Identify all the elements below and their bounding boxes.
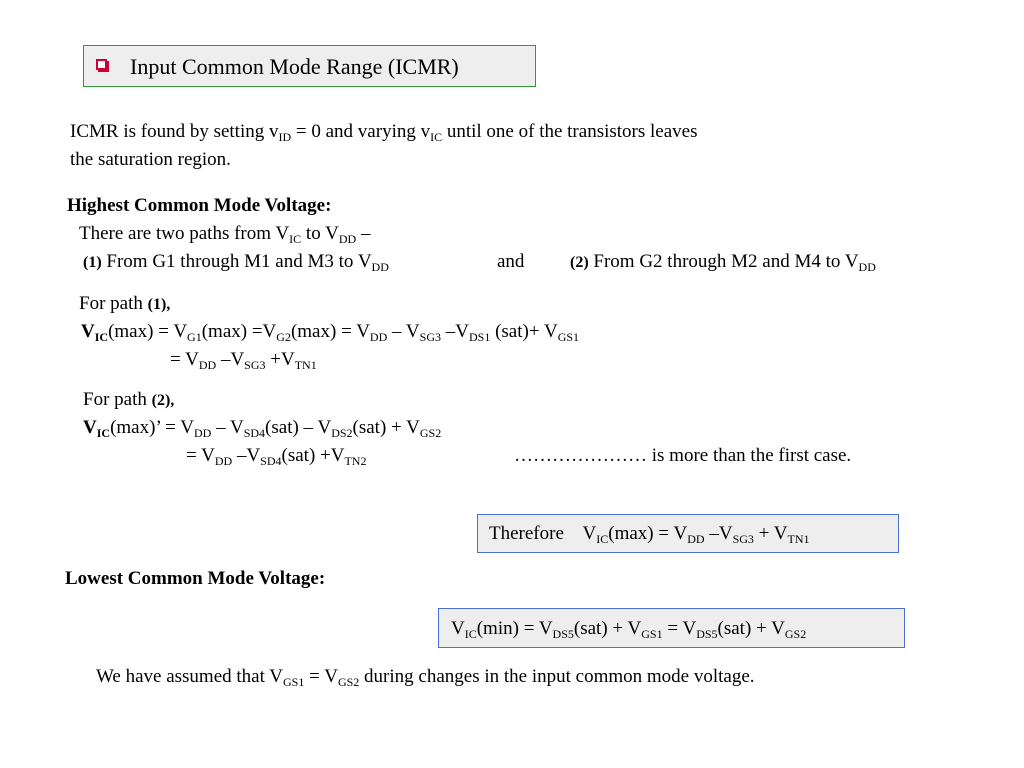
equation-text: +V [265, 349, 295, 370]
subscript: GS1 [283, 675, 305, 689]
equation-text: –V [216, 349, 245, 370]
path-2-equation-1 [83, 416, 441, 440]
subscript: DD [369, 330, 388, 344]
path-number: (1) [83, 254, 102, 271]
equation-text: (max) =V [201, 321, 277, 342]
v-symbol: V [81, 321, 95, 342]
subscript: DS1 [468, 330, 491, 344]
subscript: ID [278, 130, 292, 144]
subscript: DD [193, 426, 212, 440]
highest-heading: Highest Common Mode Voltage: [67, 195, 332, 216]
path-2-equation-2 [186, 444, 366, 468]
equation-text: (max) = V [608, 523, 688, 544]
subscript: SG3 [244, 358, 266, 372]
subscript: SD4 [260, 454, 282, 468]
equation-text: (sat) + V [573, 618, 642, 639]
path-number: (1), [147, 296, 171, 313]
subscript: DS5 [552, 627, 574, 641]
subscript: SG3 [732, 532, 754, 546]
lowest-heading: Lowest Common Mode Voltage: [65, 568, 326, 589]
subscript: GS2 [784, 627, 807, 641]
paths-text: – [356, 223, 371, 244]
equation-text: – V [387, 321, 420, 342]
equation-text: = V [662, 618, 697, 639]
subscript: G2 [276, 330, 291, 344]
equation-text: (sat) – V [265, 417, 332, 438]
paths-text: to V [301, 223, 339, 244]
page-title: Input Common Mode Range (ICMR) [130, 54, 459, 79]
subscript: SG3 [419, 330, 441, 344]
intro-line-1 [70, 120, 697, 144]
subscript: IC [94, 330, 109, 344]
subscript: DD [214, 454, 233, 468]
equation-text: –V [441, 321, 469, 342]
subscript: DD [198, 358, 217, 372]
equation-text: Therefore V [489, 523, 597, 544]
result-max-box [477, 514, 899, 553]
checkbox-bullet-icon [96, 59, 107, 70]
subscript: TN2 [344, 454, 367, 468]
subscript: IC [464, 627, 477, 641]
path-number: (2) [570, 254, 589, 271]
equation-text: (max)’ = V [110, 417, 194, 438]
subscript: GS1 [557, 330, 580, 344]
equation-text: (sat)+ V [490, 321, 558, 342]
equation-text: (min) = V [476, 618, 553, 639]
subscript: G1 [187, 330, 202, 344]
subscript: DS5 [696, 627, 718, 641]
intro-text: until one of the transistors leaves [442, 121, 698, 142]
intro-text: ICMR is found by setting v [70, 121, 279, 142]
result-min-box [438, 608, 905, 648]
subscript: GS2 [419, 426, 442, 440]
equation-text: – V [211, 417, 244, 438]
subscript: GS1 [641, 627, 663, 641]
path-number: (2), [151, 392, 175, 409]
path-label-text: For path [83, 389, 152, 410]
and-word: and [497, 251, 525, 272]
path-text: From G2 through M2 and M4 to V [588, 251, 859, 272]
paths-line [79, 222, 370, 246]
equation-text: + V [753, 523, 788, 544]
assumption-text: during changes in the input common mode voltage. [359, 666, 755, 687]
subscript: DD [338, 232, 357, 246]
v-symbol: V [83, 417, 97, 438]
subscript: DD [858, 260, 876, 274]
path-1-equation-1 [81, 320, 579, 344]
comparison-note: ………………… is more than the first case. [514, 445, 852, 466]
assumption-text: We have assumed that V [96, 666, 284, 687]
subscript: TN1 [787, 532, 810, 546]
path-text: From G1 through M1 and M3 to V [101, 251, 372, 272]
path-label-text: For path [79, 293, 148, 314]
equation-text: (sat) +V [281, 445, 345, 466]
path-2-label [83, 388, 174, 413]
paths-text: There are two paths from V [79, 223, 290, 244]
intro-text: = 0 and varying v [291, 121, 431, 142]
title-box [83, 45, 536, 87]
path-1-description [83, 250, 389, 275]
equation-text: (sat) + V [717, 618, 785, 639]
subscript: TN1 [294, 358, 317, 372]
equation-text: = V [186, 445, 215, 466]
subscript: IC [596, 532, 609, 546]
intro-line-2: the saturation region. [70, 149, 231, 170]
subscript: IC [430, 130, 443, 144]
equation-text: –V [704, 523, 733, 544]
equation-text: (max) = V [290, 321, 370, 342]
equation-text: V [451, 618, 465, 639]
subscript: GS2 [337, 675, 360, 689]
subscript: DD [371, 260, 389, 274]
path-2-description [570, 250, 876, 275]
subscript: IC [289, 232, 302, 246]
assumption-line [96, 665, 755, 689]
equation-text: = V [170, 349, 199, 370]
equation-text: (sat) + V [352, 417, 420, 438]
path-1-label [79, 292, 170, 317]
result-min-equation [451, 617, 806, 641]
subscript: SD4 [243, 426, 266, 440]
subscript: DD [687, 532, 705, 546]
equation-text: –V [232, 445, 261, 466]
path-1-equation-2 [170, 348, 317, 372]
subscript: DS2 [331, 426, 353, 440]
equation-text: (max) = V [108, 321, 188, 342]
subscript: IC [96, 426, 111, 440]
result-max-equation [489, 522, 810, 546]
assumption-text: = V [304, 666, 338, 687]
